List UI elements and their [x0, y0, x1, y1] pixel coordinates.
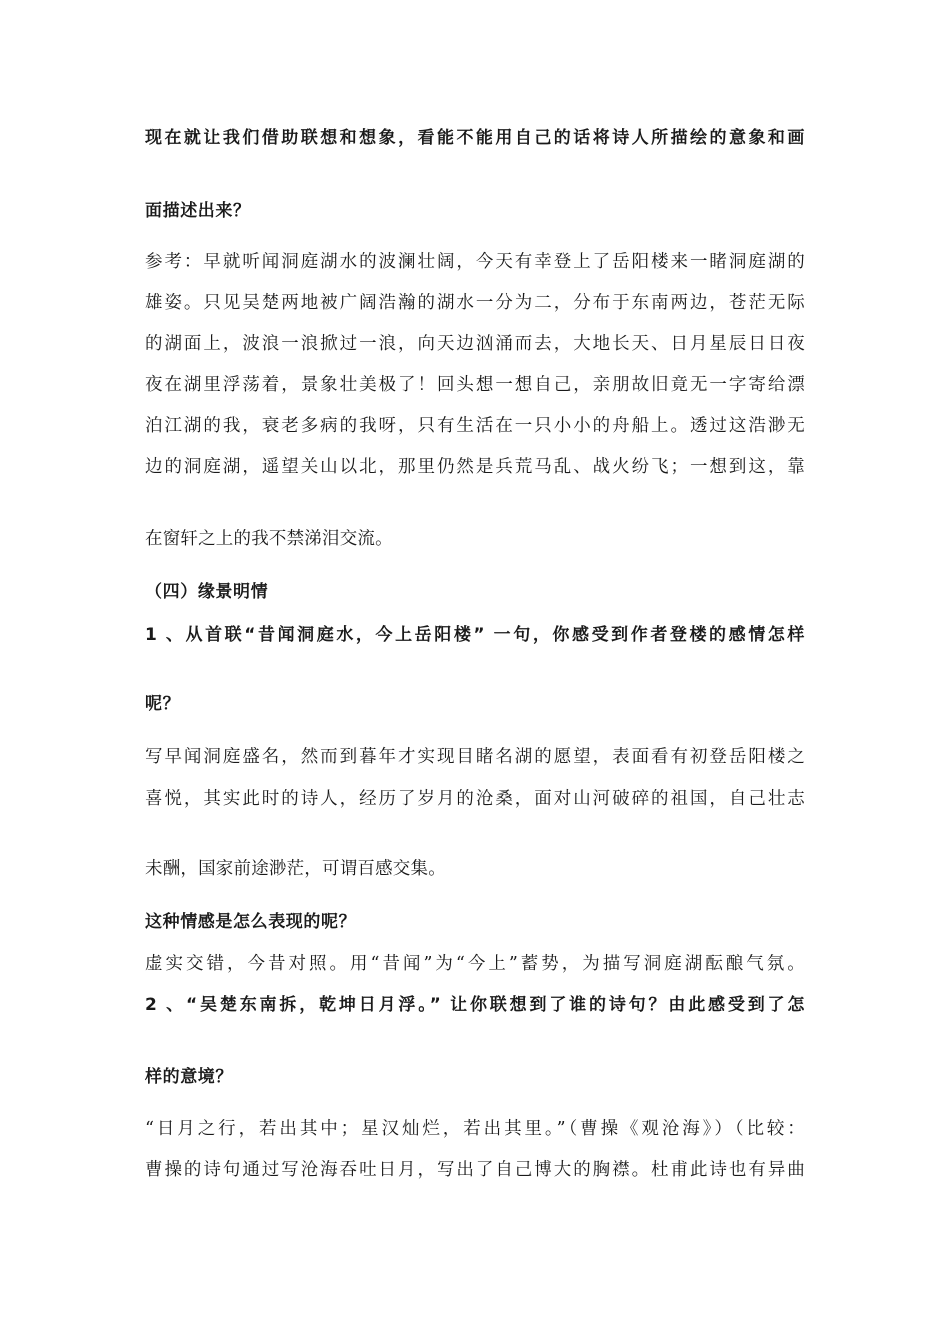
answer-paragraph-line: 雄姿。只见吴楚两地被广阔浩瀚的湖水一分为二，分布于东南两边，苍茫无际 — [145, 293, 805, 313]
answer-paragraph-line: 未酬，国家前途渺茫，可谓百感交集。 — [145, 859, 446, 879]
answer-paragraph-line: 边的洞庭湖，遥望关山以北，那里仍然是兵荒马乱、战火纷飞；一想到这，靠 — [145, 457, 805, 477]
answer-paragraph-line: 的湖面上，波浪一浪掀过一浪，向天边汹涌而去，大地长天、日月星辰日日夜 — [145, 334, 805, 354]
question-text: 样的意境？ — [145, 1067, 233, 1087]
answer-paragraph-line: 参考：早就听闻洞庭湖水的波澜壮阔，今天有幸登上了岳阳楼来一睹洞庭湖的 — [145, 252, 805, 272]
section-heading: （四）缘景明情 — [145, 582, 269, 602]
question-text: 2 、“吴楚东南拆，乾坤日月浮。” 让你联想到了谁的诗句？由此感受到了怎 — [145, 995, 805, 1015]
question-text: 这种情感是怎么表现的呢？ — [145, 912, 357, 932]
question-text: 现在就让我们借助联想和想象，看能不能用自己的话将诗人所描绘的意象和画 — [145, 128, 805, 148]
answer-paragraph-line: 虚实交错，今昔对照。用“昔闻”为“今上”蓄势，为描写洞庭湖酝酿气氛。 — [145, 954, 805, 974]
question-text: 1 、从首联“昔闻洞庭水，今上岳阳楼” 一句，你感受到作者登楼的感情怎样 — [145, 625, 805, 645]
answer-paragraph-line: 写早闻洞庭盛名，然而到暮年才实现目睹名湖的愿望，表面看有初登岳阳楼之 — [145, 747, 805, 767]
answer-paragraph-line: 泊江湖的我，衰老多病的我呀，只有生活在一只小小的舟船上。透过这浩渺无 — [145, 416, 805, 436]
question-text: 呢？ — [145, 694, 181, 714]
question-text: 面描述出来？ — [145, 201, 251, 221]
answer-paragraph-line: “日月之行，若出其中；星汉灿烂，若出其里。”（曹操《观沧海》）（比较： — [145, 1119, 805, 1139]
answer-paragraph-line: 夜在湖里浮荡着，景象壮美极了！回头想一想自己，亲朋故旧竟无一字寄给漂 — [145, 375, 805, 395]
answer-paragraph-line: 曹操的诗句通过写沧海吞吐日月，写出了自己博大的胸襟。杜甫此诗也有异曲 — [145, 1160, 805, 1180]
answer-paragraph-line: 喜悦，其实此时的诗人，经历了岁月的沧桑，面对山河破碎的祖国，自己壮志 — [145, 789, 805, 809]
answer-paragraph-line: 在窗轩之上的我不禁涕泪交流。 — [145, 529, 393, 549]
